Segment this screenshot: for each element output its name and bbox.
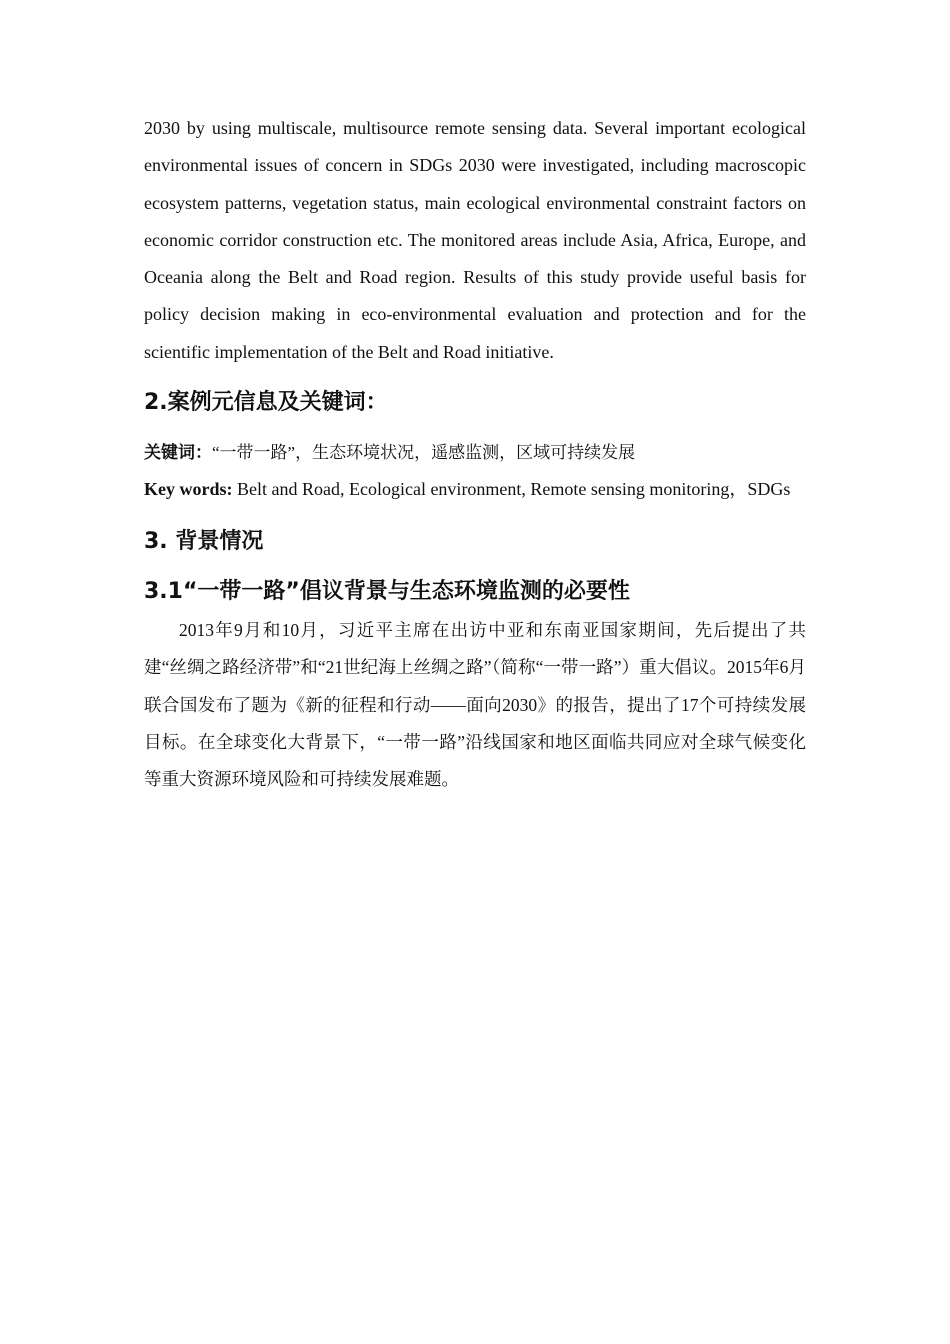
keywords-cn-text: “一带一路”，生态环境状况，遥感监测，区域可持续发展: [212, 443, 636, 463]
intro-paragraph: 2030 by using multiscale, multisource remote sensing data. Several important ecological environmental issues of concern in SDGs 2030 were investigated, including macroscopic ecosystem patterns, vegetation status, main ecological environmental constraint factors on economic corridor construction etc. The monitored areas include Asia, Africa, Europe, and Oceania along the Belt and Road region. Results of this study provide useful basis for policy decision making in eco-environmental evaluation and protection and for the scientific implementation of the Belt and Road initiative.: [144, 118, 806, 362]
section-3-1-heading: 3.1“一带一路”倡议背景与生态环境监测的必要性: [144, 579, 630, 605]
document-page: [144, 110, 806, 799]
section-3-heading: 3. 背景情况: [144, 529, 264, 555]
keywords-en: [144, 471, 806, 508]
keywords-en-label: Key words:: [144, 479, 233, 500]
keywords-cn-label: 关键词：: [144, 443, 212, 463]
section-3-1-paragraph: 2013年9月和10月，习近平主席在出访中亚和东南亚国家期间，先后提出了共建“丝绸之路经济带”和“21世纪海上丝绸之路”（简称“一带一路”）重大倡议。2015年6月联合国发布了题为《新的征程和行动——面向2030》的报告，提出了17个可持续发展目标。在全球变化大背景下，“一带一路”沿线国家和地区面临共同应对全球气候变化等重大资源环境风险和可持续发展难题。: [144, 620, 806, 790]
keywords-cn: [144, 435, 806, 471]
section-2-heading: 2.案例元信息及关键词：: [144, 390, 388, 416]
keywords-en-text: Belt and Road, Ecological environment, Remote sensing monitoring，SDGs: [232, 479, 791, 500]
